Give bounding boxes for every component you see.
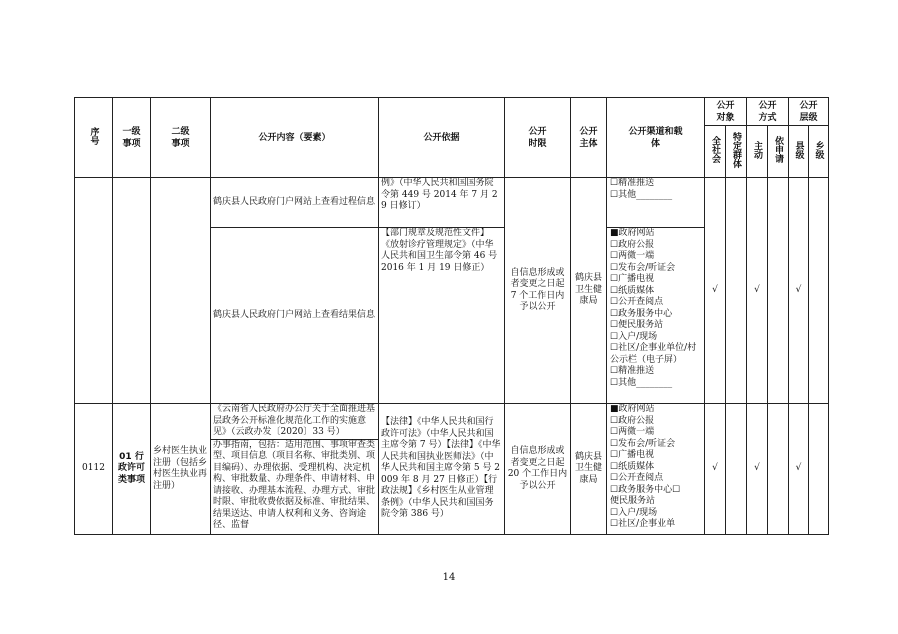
row1-basis: 例》（中华人民共和国国务院令第 449 号 2014 年 7 月 29 日修订）: [379, 178, 505, 228]
row3-content-a: 《云南省人民政府办公厅关于全面推进基层政务公开标准化规范化工作的实施意见》（云政办发〔2020〕33 号）: [211, 404, 378, 440]
row3-seq: 0112: [75, 404, 113, 535]
header-channel: 公开渠道和载体: [607, 98, 705, 178]
page-number: 14: [442, 572, 456, 583]
row1-content: 鹤庆县人民政府门户网站上查看过程信息: [211, 178, 379, 228]
row2-level-county: √: [789, 178, 809, 404]
header-seq: 序号: [75, 98, 113, 178]
header-target-specific: 特定群体: [726, 126, 747, 178]
table-row: [75, 178, 829, 228]
row3-target-all: √: [705, 404, 726, 535]
header-target-all: 全社会: [705, 126, 726, 178]
row3-basis: 【法律】《中华人民共和国行政许可法》（中华人民共和国主席令第 7 号）【法律】《中华人民共和国执业医师法》（中华人民共和国主席令第 5 号 2009 年 8 月 27 日修正）【行政法规】《乡村医生从业管理条例》（中华人民共和国国务院令第 386 号）: [379, 404, 505, 535]
row3-content-b: 办事指南，包括：适用范围、事项审查类型、项目信息（项目名称、审批类别、项目编码）、办理依据、受理机构、决定机构、审批数量、办理条件、申请材料、申请接收、办理基本流程、办理方式、审批时限、审批收费依据及标准、审批结果、结果送达、申请人权利和义务、咨询途径、监督: [213, 439, 376, 530]
header-level-town: 乡级: [809, 126, 829, 178]
header-basis: 公开依据: [379, 98, 505, 178]
row2-time-limit: 自信息形成或者变更之日起 7 个工作日内予以公开: [505, 178, 571, 404]
header-level2: 二级事项: [151, 98, 211, 178]
row3-content: [211, 404, 379, 535]
row3-level-county: √: [789, 404, 809, 535]
header-subject: 公开主体: [571, 98, 607, 178]
header-target: 公开对象: [705, 98, 747, 126]
header-content: 公开内容（要素）: [211, 98, 379, 178]
header-time-limit: 公开时限: [505, 98, 571, 178]
row3-level1: 01 行政许可类事项: [113, 404, 151, 535]
disclosure-table: [74, 97, 829, 535]
row2-basis: 【部门规章及规范性文件】《放射诊疗管理规定》（中华人民共和国卫生部令第 46 号 2016 年 1 月 19 日修正）: [379, 228, 505, 404]
header-method-apply: 依申请: [768, 126, 789, 178]
row2-channels: ■政府网站 ☐政府公报 ☐两微一端 ☐发布会/听证会 ☐广播电视 ☐纸质媒体 ☐公开查阅点 ☐政务服务中心 ☐便民服务站 ☐入户/现场 ☐社区/企事业单位/村公示栏（电子屏） ☐精准推送 ☐其他________: [607, 228, 705, 404]
row3-subject: 鹤庆县卫生健康局: [571, 404, 607, 535]
header-method-active: 主动: [747, 126, 768, 178]
row2-content: 鹤庆县人民政府门户网站上查看结果信息: [211, 228, 379, 404]
row2-target-all: √: [705, 178, 726, 404]
row2-method-active: √: [747, 178, 768, 404]
table-row: [75, 404, 829, 535]
row3-channels: ■政府网站 ☐政府公报 ☐两微一端 ☐发布会/听证会 ☐广播电视 ☐纸质媒体 ☐公开查阅点 ☐政务服务中心☐ 便民服务站 ☐入户/现场 ☐社区/企事业单: [607, 404, 705, 535]
header-level-county: 县级: [789, 126, 809, 178]
header-level1: 一级事项: [113, 98, 151, 178]
row3-method-active: √: [747, 404, 768, 535]
row1-channels: ☐精准推送 ☐其他________: [607, 178, 705, 228]
row2-subject: 鹤庆县卫生健康局: [571, 178, 607, 404]
header-level: 公开层级: [789, 98, 829, 126]
row3-time-limit: 自信息形成或者变更之日起 20 个工作日内予以公开: [505, 404, 571, 535]
header-method: 公开方式: [747, 98, 789, 126]
row3-level2: 乡村医生执业注册（包括乡村医生执业再注册）: [151, 404, 211, 535]
